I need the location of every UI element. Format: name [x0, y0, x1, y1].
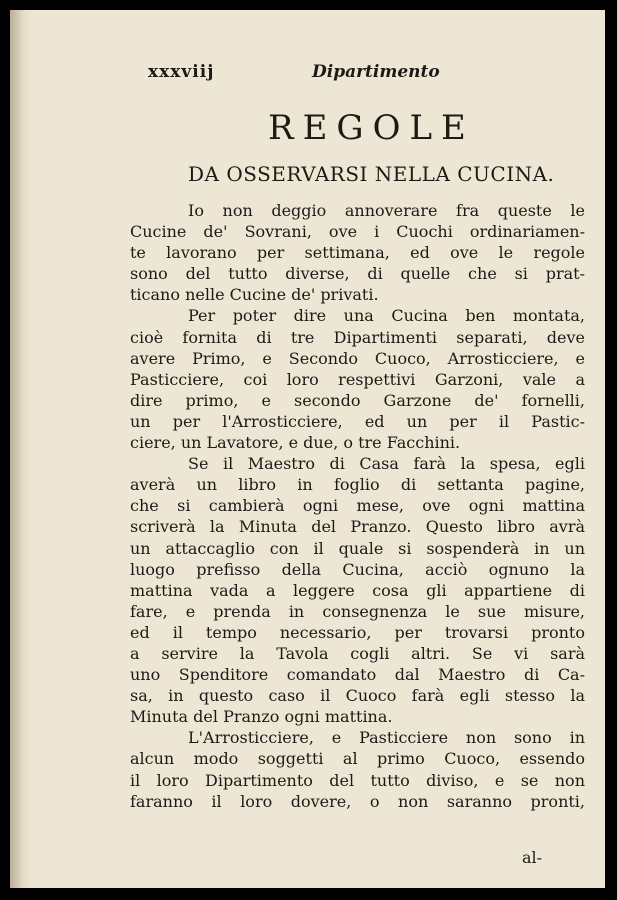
running-head: Dipartimento: [312, 62, 440, 82]
text-line: ticano nelle Cucine de' privati.: [130, 285, 379, 305]
text-line: averà un libro in foglio di settanta pagine,: [130, 475, 585, 495]
text-line: scriverà la Minuta del Pranzo. Questo libro avrà: [130, 517, 585, 537]
text-line: Cucine de' Sovrani, ove i Cuochi ordinariamen-: [130, 222, 585, 242]
text-line: alcun modo soggetti al primo Cuoco, essendo: [130, 749, 585, 769]
text-line: Per poter dire una Cucina ben montata,: [188, 306, 585, 326]
text-line: L'Arrosticciere, e Pasticciere non sono in: [188, 728, 585, 748]
text-line: luogo prefisso della Cucina, acciò ognuno la: [130, 559, 585, 579]
text-line: Se il Maestro di Casa farà la spesa, egli: [188, 454, 585, 474]
page-number: xxxviij: [148, 62, 215, 82]
text-line: Minuta del Pranzo ogni mattina.: [130, 707, 393, 727]
text-line: Io non deggio annoverare fra queste le: [188, 201, 585, 220]
text-line: fare, e prenda in consegnenza le sue misure,: [130, 601, 585, 621]
text-line: un attaccaglio con il quale si sospenderà in un: [130, 538, 585, 558]
text-line: uno Spenditore comandato dal Maestro di Ca-: [130, 665, 585, 685]
text-line: dire primo, e secondo Garzone de' fornelli,: [130, 390, 585, 410]
text-line: sono del tutto diverse, di quelle che si prat-: [130, 264, 585, 284]
text-line: cioè fornita di tre Dipartimenti separati, deve: [130, 327, 585, 347]
chapter-title: REGOLE: [268, 108, 475, 148]
text-line: il loro Dipartimento del tutto diviso, e se non: [130, 770, 585, 790]
chapter-subtitle: DA OSSERVARSI NELLA CUCINA.: [188, 162, 555, 186]
text-line: ed il tempo necessario, per trovarsi pronto: [130, 622, 585, 642]
text-line: avere Primo, e Secondo Cuoco, Arrosticciere, e: [130, 348, 585, 368]
text-line: Pasticciere, coi loro respettivi Garzoni, vale a: [130, 369, 585, 389]
text-line: a servire la Tavola cogli altri. Se vi sarà: [130, 643, 585, 663]
text-line: un per l'Arrosticciere, ed un per il Pastic-: [130, 411, 585, 431]
text-line: te lavorano per settimana, ed ove le regole: [130, 243, 585, 263]
page-header: [10, 62, 605, 92]
text-line: sa, in questo caso il Cuoco farà egli stesso la: [130, 686, 585, 706]
catchword: al-: [522, 848, 543, 867]
book-page: [10, 10, 605, 888]
text-line: ciere, un Lavatore, e due, o tre Facchini.: [130, 433, 461, 453]
text-line: mattina vada a leggere cosa gli appartiene di: [130, 580, 585, 600]
text-line: faranno il loro dovere, o non saranno pronti,: [130, 791, 585, 811]
page-spine-shadow: [10, 10, 32, 888]
body-text: [130, 200, 585, 812]
text-line: che si cambierà ogni mese, ove ogni mattina: [130, 496, 585, 516]
